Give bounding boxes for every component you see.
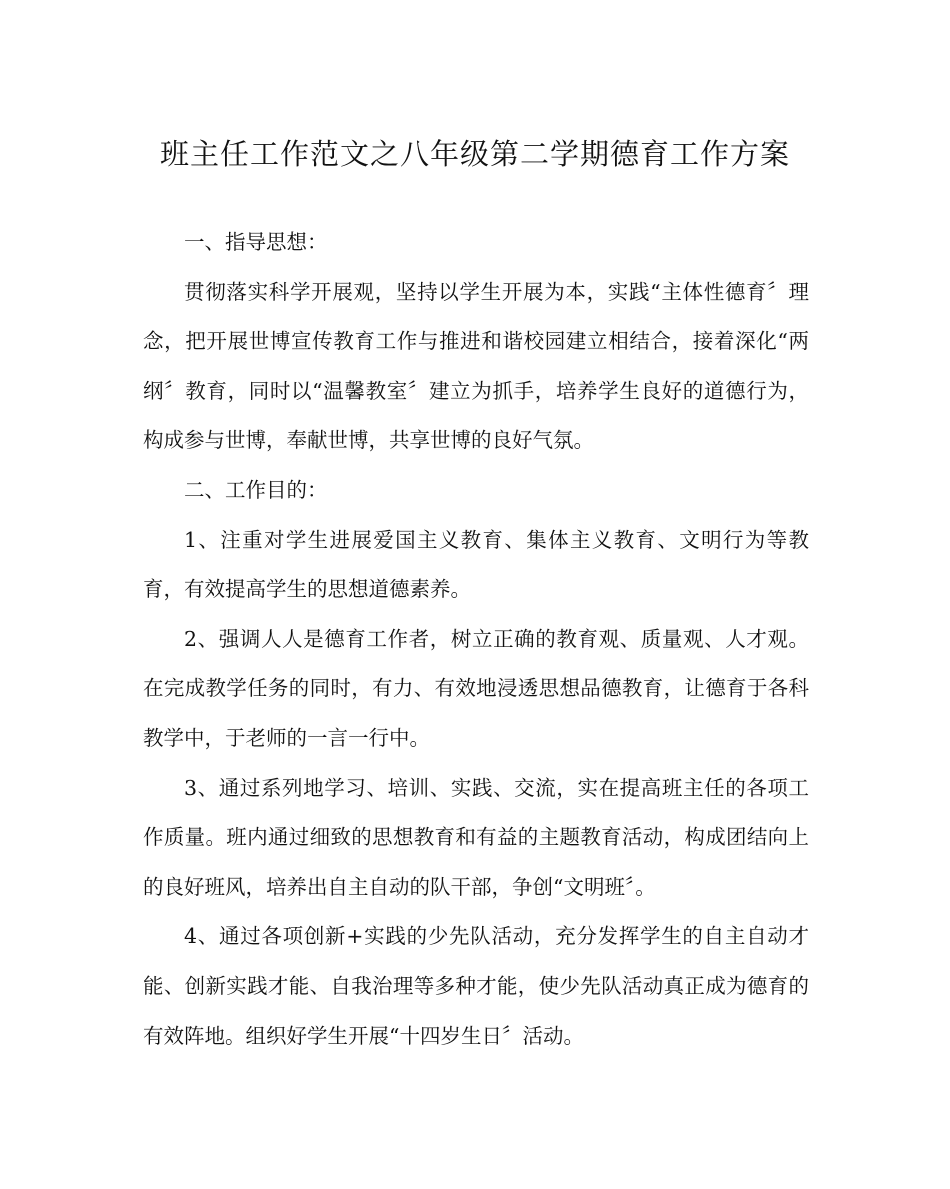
goal-item-2: 2、强调人人是德育工作者，树立正确的教育观、质量观、人才观。在完成教学任务的同时，有力、有效地浸透思想品德教育，让德育于各科教学中，于老师的一言一行中。	[143, 626, 809, 750]
document-body	[143, 218, 809, 1061]
goal-item-4: 4、通过各项创新+实践的少先队活动，充分发挥学生的自主自动才能、创新实践才能、自我治理等多种才能，使少先队活动真正成为德育的有效阵地。组织好学生开展“十四岁生日〞活动。	[143, 924, 809, 1048]
section-heading-work-goals: 二、工作目的：	[184, 477, 328, 502]
goal-item-3: 3、通过系列地学习、培训、实践、交流，实在提高班主任的各项工作质量。班内通过细致的思想教育和有益的主题教育活动，构成团结向上的良好班风，培养出自主自动的队干部，争创“文明班〞。	[143, 775, 809, 899]
document-title: 班主任工作范文之八年级第二学期德育工作方案	[159, 137, 790, 171]
goal-item-1: 1、注重对学生进展爱国主义教育、集体主义教育、文明行为等教育，有效提高学生的思想道德素养。	[143, 527, 809, 602]
paragraph-guiding-ideology: 贯彻落实科学开展观，坚持以学生开展为本，实践“主体性德育〞理念，把开展世博宣传教育工作与推进和谐校园建立相结合，接着深化“两纲〞教育，同时以“温馨教室〞建立为抓手，培养学生良好的道德行为，构成参与世博，奉献世博，共享世博的良好气氛。	[143, 279, 809, 453]
section-heading-guiding-ideology: 一、指导思想：	[184, 230, 328, 254]
